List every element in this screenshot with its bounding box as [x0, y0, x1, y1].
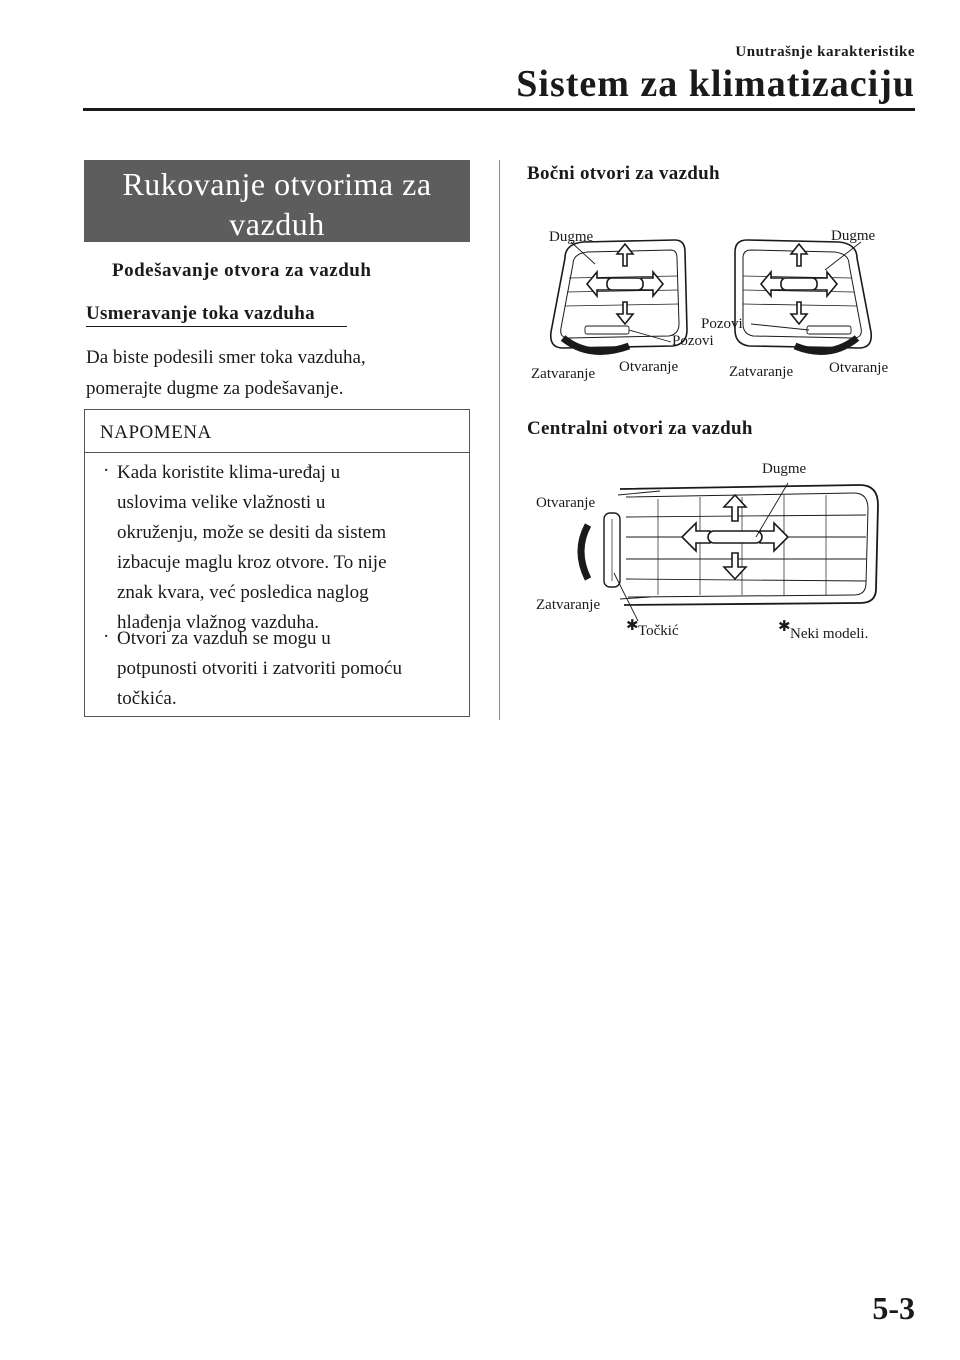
center-vents-figure	[530, 455, 910, 655]
label-left-open: Otvaranje	[619, 359, 679, 375]
note-line: uslovima velike vlažnosti u	[117, 492, 326, 513]
label-close: Zatvaranje	[536, 597, 601, 613]
section-title-line1: Rukovanje otvorima za	[122, 166, 432, 202]
label-some-models: Neki modeli.	[790, 626, 869, 642]
note-line: znak kvara, već posledica naglog	[117, 582, 369, 603]
heading-underline	[86, 326, 347, 327]
leader-line	[571, 242, 595, 264]
label-open: Otvaranje	[536, 495, 596, 511]
leader-line	[756, 483, 788, 537]
right-vent-illustration	[735, 240, 871, 351]
note-item	[103, 458, 462, 638]
label-right-open: Otvaranje	[829, 360, 889, 376]
underline-heading: Usmeravanje toka vazduha	[86, 303, 315, 324]
note-line: Otvori za vazduh se mogu u	[117, 628, 331, 649]
leader-line	[751, 324, 809, 330]
section-title-box	[84, 160, 470, 242]
body-line: pomerajte dugme za podešavanje.	[86, 378, 344, 399]
label-right-slider: Pozovi	[701, 316, 743, 332]
header-subtitle: Unutrašnje karakteristike	[735, 44, 915, 60]
note-line: potpunosti otvoriti i zatvoriti pomoću	[117, 658, 402, 679]
sub-heading: Podešavanje otvora za vazduh	[112, 260, 372, 281]
label-right-knob: Dugme	[831, 228, 876, 244]
label-left-slider: Pozovi	[672, 333, 714, 349]
bullet-icon: ·	[103, 460, 110, 481]
asterisk-icon: ✱	[626, 618, 639, 634]
note-line: Kada koristite klima-uređaj u	[117, 462, 341, 483]
bullet-icon: ·	[103, 626, 110, 647]
note-title: NAPOMENA	[100, 422, 212, 443]
label-left-close: Zatvaranje	[531, 366, 596, 382]
center-vents-title: Centralni otvori za vazduh	[527, 418, 753, 439]
note-divider	[84, 452, 470, 453]
note-item	[103, 624, 462, 714]
note-line: hlađenja vlažnog vazduha.	[117, 612, 320, 633]
side-vents-title: Bočni otvori za vazduh	[527, 163, 720, 184]
column-divider	[499, 160, 500, 720]
label-left-knob: Dugme	[549, 229, 594, 245]
note-line: okruženju, može se desiti da sistem	[117, 522, 387, 543]
section-title-line2: vazduh	[229, 206, 325, 242]
label-knob: Dugme	[762, 461, 807, 477]
header-rule	[83, 108, 915, 111]
body-paragraph	[86, 342, 476, 404]
leader-line	[618, 491, 660, 495]
note-line: izbacuje maglu kroz otvore. To nije	[117, 552, 387, 573]
center-vent-illustration	[581, 485, 878, 605]
label-wheel: Točkić	[638, 623, 679, 639]
left-vent-illustration	[551, 240, 687, 351]
label-right-close: Zatvaranje	[729, 364, 794, 380]
side-vents-figure	[525, 220, 915, 390]
body-line: Da biste podesili smer toka vazduha,	[86, 347, 366, 368]
page-number: 5-3	[872, 1290, 915, 1326]
leader-line	[825, 242, 861, 270]
note-line: točkića.	[117, 688, 177, 709]
asterisk-icon: ✱	[778, 619, 791, 635]
header-title: Sistem za klimatizaciju	[516, 63, 915, 105]
